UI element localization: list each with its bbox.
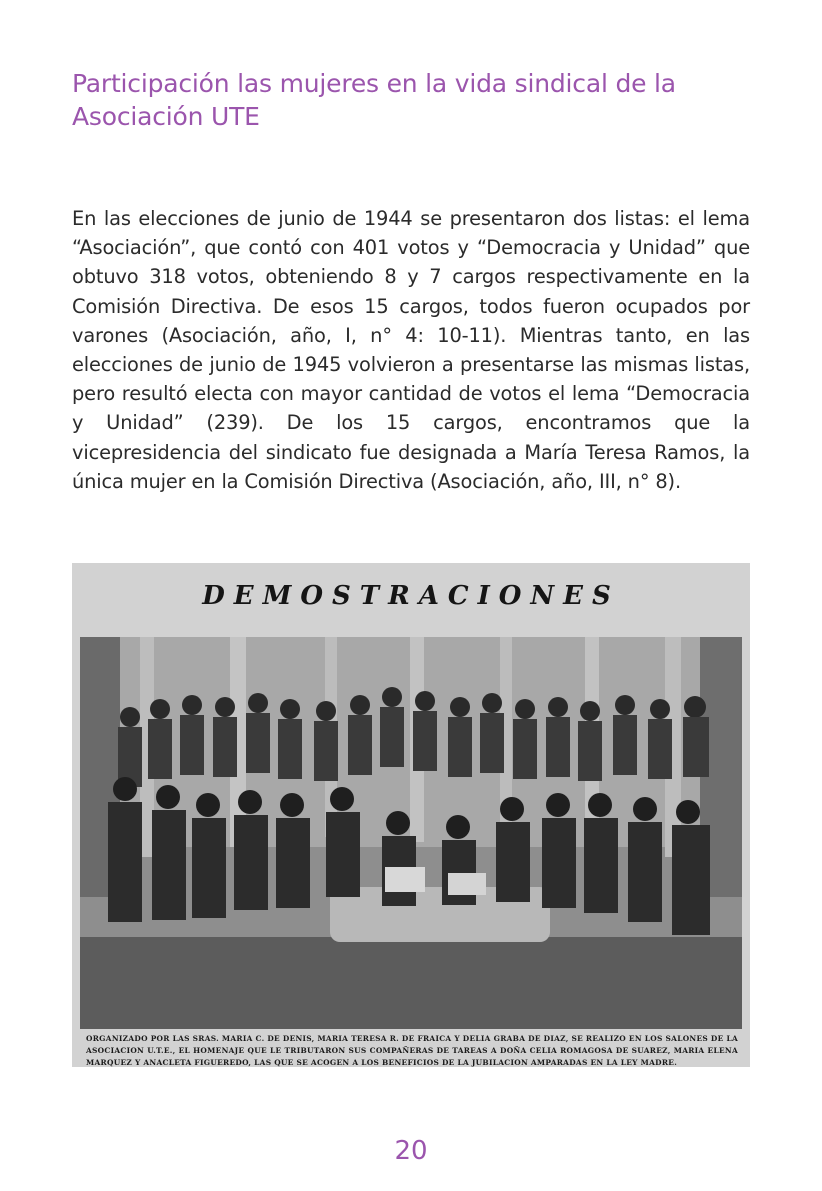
section-heading: Participación las mujeres en la vida sindical de la Asociación UTE [72, 69, 676, 131]
photo-caption: ORGANIZADO POR LAS SRAS. MARIA C. DE DENIS, MARIA TERESA R. DE FRAICA Y DELIA GRABA DE DIAZ, SE REALIZO EN LOS SALONES DE LA ASOCIACION U.T.E., EL HOMENAJE QUE LE TRIBUTARON SUS COMPAÑERAS DE TAREAS A DOÑA CELIA ROMAGOSA DE SUAREZ, MARIA ELENA MARQUEZ Y ANACLETA FIGUEREDO, LAS QUE SE ACOGEN A LOS BENEFICIOS DE LA JUBILACION AMPARADAS EN LA LEY MADRE. [86, 1034, 738, 1067]
body-paragraph: En las elecciones de junio de 1944 se presentaron dos listas: el lema “Asociación”, que contó con 401 votos y “Democracia y Unidad” que obtuvo 318 votos, obteniendo 8 y 7 cargos respectivamente en la Comisión Directiva. De esos 15 cargos, todos fueron ocupados por varones (Asociación, año, I, n° 4: 10-11). Mientras tanto, en las elecciones de junio de 1945 volvieron a presentarse las mismas listas, pero resultó electa con mayor cantidad de votos el lema “Democracia y Unidad” (239). De los 15 cargos, encontramos que la vicepresidencia del sindicato fue designada a María Teresa Ramos, la única mujer en la Comisión Directiva (Asociación, año, III, n° 8). [72, 207, 750, 493]
group-photo-image [80, 637, 742, 1029]
historical-photo-clipping [72, 563, 750, 1067]
page-number: 20 [394, 1136, 428, 1166]
photo-title: DEMOSTRACIONES [202, 581, 620, 611]
